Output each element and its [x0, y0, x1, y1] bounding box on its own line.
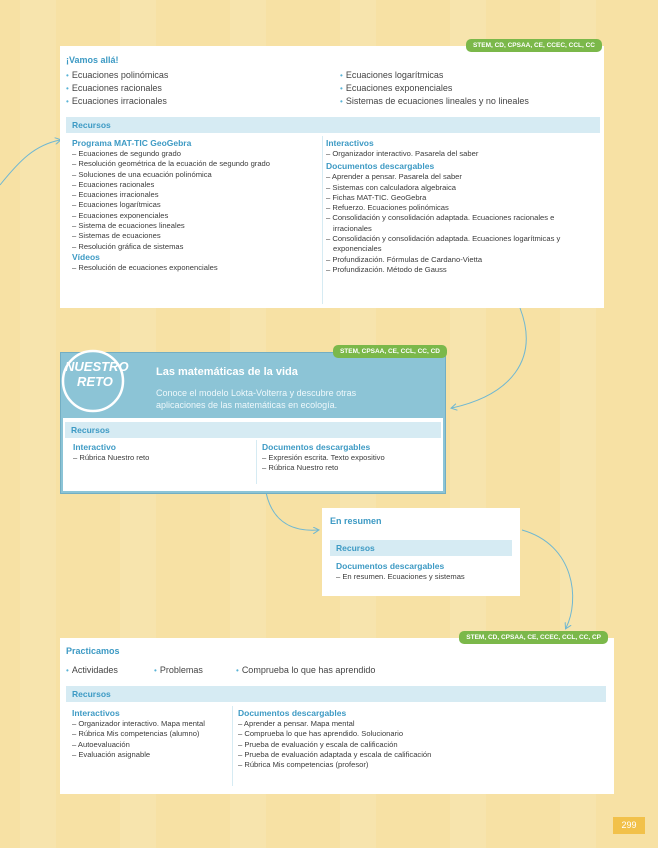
- bullet-item: • Sistemas de ecuaciones lineales y no lineales: [340, 96, 529, 106]
- list-item: – Ecuaciones de segundo grado: [72, 149, 181, 158]
- list-item: – Fichas MAT-TIC. GeoGebra: [326, 192, 427, 202]
- program-title: Programa MAT-TIC GeoGebra: [72, 138, 192, 148]
- bullet-list-right: [340, 69, 529, 108]
- list-item: – Profundización. Fórmulas de Cardano-Vietta: [326, 254, 483, 264]
- section-title: ¡Vamos allá!: [66, 55, 119, 65]
- bullet-item: • Ecuaciones exponenciales: [340, 83, 453, 93]
- reto-title: Las matemáticas de la vida: [156, 366, 298, 378]
- list-item: – Sistemas de ecuaciones: [72, 231, 161, 241]
- recursos-bar: Recursos: [65, 422, 441, 438]
- competencies-tag: STEM, CD, CPSAA, CE, CCEC, CCL, CC, CP: [459, 631, 608, 644]
- list-item: – Resolución gráfica de sistemas: [72, 241, 184, 251]
- list-item: – Organizador interactivo. Pasarela del saber: [326, 149, 479, 158]
- docs-title: Documentos descargables: [336, 561, 445, 571]
- list-item: – Ecuaciones exponenciales: [72, 210, 169, 220]
- list-item: – Consolidación y consolidación adaptada. Ecuaciones logarítmicas y: [326, 234, 561, 244]
- docs-title: Documentos descargables: [326, 161, 435, 172]
- column-divider: [232, 706, 233, 786]
- list-item: – Autoevaluación: [72, 739, 130, 749]
- section-title: En resumen: [330, 516, 382, 526]
- recursos-bar: Recursos: [330, 540, 512, 556]
- resources-right-column: [326, 138, 598, 275]
- list-item: – Prueba de evaluación adaptada y escala de calificación: [238, 749, 432, 759]
- list-item: – Comprueba lo que has aprendido. Solucionario: [238, 729, 404, 739]
- competencies-tag: STEM, CD, CPSAA, CE, CCEC, CCL, CC: [466, 39, 602, 52]
- practicamos-card: [60, 634, 614, 794]
- list-item: – Rúbrica Mis competencias (alumno): [72, 729, 200, 739]
- list-item: – Resolución de ecuaciones exponenciales: [72, 262, 218, 272]
- recursos-bar: Recursos: [66, 686, 606, 702]
- bullet-list-left: [66, 69, 168, 108]
- recursos-bar: Recursos: [66, 117, 600, 133]
- competencies-tag: STEM, CPSAA, CE, CCL, CC, CD: [333, 345, 447, 358]
- list-item: – Rúbrica Nuestro reto: [262, 463, 339, 473]
- bullet-item: • Ecuaciones irracionales: [66, 96, 167, 106]
- list-item: – Resolución geométrica de la ecuación de segundo grado: [72, 159, 270, 169]
- interactivo-title: Interactivo: [73, 442, 116, 452]
- column-divider: [322, 136, 323, 304]
- list-item: – Ecuaciones logarítmicas: [72, 200, 161, 210]
- badge-text: NUESTRO RETO: [65, 359, 129, 389]
- interactivos-title: Interactivos: [326, 138, 374, 148]
- list-item: – Rúbrica Mis competencias (profesor): [238, 760, 369, 770]
- connector-arrow-1: [0, 140, 60, 185]
- en-resumen-card: [322, 508, 520, 596]
- bullet-item: • Ecuaciones polinómicas: [66, 70, 169, 80]
- section-title: Practicamos: [66, 646, 120, 656]
- list-item: – Refuerzo. Ecuaciones polinómicas: [326, 203, 449, 213]
- docs-title: Documentos descargables: [262, 442, 371, 452]
- nuestro-reto-card: [60, 348, 446, 494]
- reto-description: Conoce el modelo Lokta-Volterra y descubre otras aplicaciones de las matemáticas en ecología.: [156, 388, 357, 410]
- reto-resources: [63, 418, 443, 491]
- bullet-item: • Ecuaciones logarítmicas: [340, 70, 444, 80]
- bullet-item: • Comprueba lo que has aprendido: [236, 665, 376, 675]
- videos-title: Vídeos: [72, 251, 100, 262]
- list-item: – Sistema de ecuaciones lineales: [72, 221, 185, 231]
- list-item: – Expresión escrita. Texto expositivo: [262, 453, 385, 462]
- practicamos-left-column: [72, 708, 205, 760]
- connector-arrow-4: [522, 530, 573, 628]
- interactivos-title: Interactivos: [72, 708, 120, 718]
- list-item: irracionales: [333, 223, 372, 233]
- column-divider: [256, 440, 257, 484]
- list-item: – Evaluación asignable: [72, 749, 151, 759]
- vamos-alla-card: [60, 42, 604, 308]
- resources-left-column: [72, 138, 312, 273]
- list-item: – Ecuaciones racionales: [72, 179, 155, 189]
- list-item: exponenciales: [333, 244, 382, 254]
- list-item: – Soluciones de una ecuación polinómica: [72, 169, 212, 179]
- reto-right-column: [262, 442, 385, 474]
- list-item: – Aprender a pensar. Mapa mental: [238, 719, 355, 728]
- reto-left-column: [73, 442, 149, 463]
- bullet-item: • Actividades: [66, 665, 118, 675]
- connector-arrow-2: [452, 308, 526, 408]
- list-item: – En resumen. Ecuaciones y sistemas: [336, 572, 465, 581]
- list-item: – Prueba de evaluación y escala de calificación: [238, 739, 398, 749]
- list-item: – Aprender a pensar. Pasarela del saber: [326, 172, 462, 182]
- list-item: – Sistemas con calculadora algebraica: [326, 182, 457, 192]
- page-number: 299: [613, 817, 645, 834]
- list-item: – Organizador interactivo. Mapa mental: [72, 719, 205, 728]
- resumen-resources: [336, 561, 465, 582]
- bullet-item: • Ecuaciones racionales: [66, 83, 162, 93]
- list-item: – Profundización. Método de Gauss: [326, 264, 447, 274]
- docs-title: Documentos descargables: [238, 708, 347, 718]
- practicamos-right-column: [238, 708, 431, 770]
- bullet-item: • Problemas: [154, 665, 203, 675]
- list-item: – Consolidación y consolidación adaptada. Ecuaciones racionales e: [326, 213, 555, 223]
- list-item: – Ecuaciones irracionales: [72, 190, 159, 200]
- list-item: – Rúbrica Nuestro reto: [73, 453, 150, 462]
